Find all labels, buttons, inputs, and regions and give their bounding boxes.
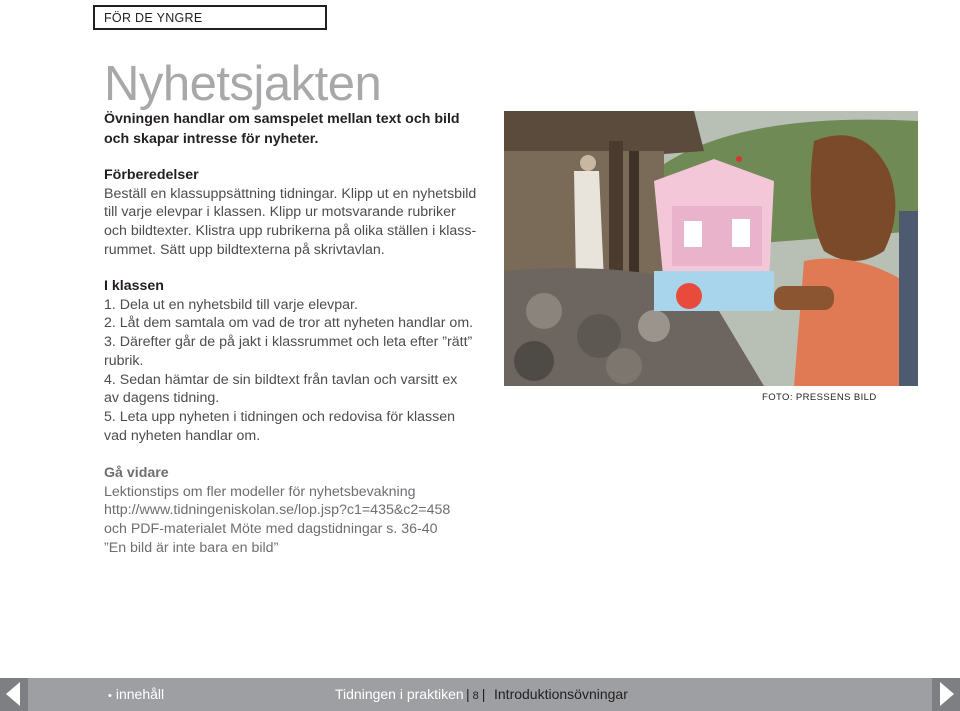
news-photo [504, 111, 918, 386]
page-title: Nyhetsjakten [104, 57, 382, 111]
further-link[interactable]: http://www.tidningeniskolan.se/lop.jsp?c1=435&c2=458 [104, 502, 451, 519]
further-section [104, 464, 494, 558]
further-line: ”En bild är inte bara en bild” [104, 539, 279, 556]
section-tag: FÖR DE YNGRE [93, 5, 327, 30]
toc-link[interactable] [108, 686, 164, 702]
preparations-line: rummet. Sätt upp bildtexterna på skrivtavlan. [104, 241, 385, 258]
footer-page-number: | 8 | [466, 686, 486, 702]
in-class-section [104, 277, 494, 445]
in-class-line: av dagens tidning. [104, 390, 220, 407]
intro-text [104, 110, 484, 149]
footer-section-label: Tidningen i praktiken [335, 686, 464, 702]
in-class-line: rubrik. [104, 352, 144, 369]
in-class-line: 2. Låt dem samtala om vad de tror att nyheten handlar om. [104, 315, 474, 332]
preparations-line: och bildtexter. Klistra upp rubrikerna på olika ställen i klass- [104, 223, 477, 240]
preparations-section [104, 166, 494, 260]
photo-credit: FOTO: PRESSENS BILD [762, 392, 877, 403]
news-photo-illustration [504, 111, 918, 386]
next-page-arrow-icon[interactable] [932, 678, 960, 711]
previous-page-arrow-icon[interactable] [0, 678, 28, 711]
further-line: Lektionstips om fler modeller för nyhetsbevakning [104, 483, 416, 500]
in-class-line: 5. Leta upp nyheten i tidningen och redovisa för klassen [104, 408, 455, 425]
in-class-heading: I klassen [104, 278, 164, 294]
intro-line: Övningen handlar om samspelet mellan text och bild [104, 111, 460, 127]
footer-bar [0, 678, 960, 711]
preparations-line: Beställ en klassuppsättning tidningar. Klipp ut en nyhetsbild [104, 185, 477, 202]
footer-chapter-label: Introduktionsövningar [494, 686, 628, 702]
page-number: 8 [472, 690, 479, 702]
preparations-heading: Förberedelser [104, 167, 199, 183]
in-class-line: vad nyheten handlar om. [104, 427, 261, 444]
in-class-line: 3. Därefter går de på jakt i klassrummet och leta efter ”rätt” [104, 334, 473, 351]
toc-link-label: innehåll [115, 686, 165, 702]
further-heading: Gå vidare [104, 465, 169, 481]
in-class-line: 1. Dela ut en nyhetsbild till varje elevpar. [104, 296, 358, 313]
in-class-line: 4. Sedan hämtar de sin bildtext från tavlan och varsitt ex [104, 371, 458, 388]
bullet-icon: • [108, 690, 112, 702]
preparations-line: till varje elevpar i klassen. Klipp ur motsvarande rubriker [104, 204, 456, 221]
further-line: och PDF-materialet Möte med dagstidningar s. 36-40 [104, 521, 438, 538]
intro-line: och skapar intresse för nyheter. [104, 130, 319, 147]
